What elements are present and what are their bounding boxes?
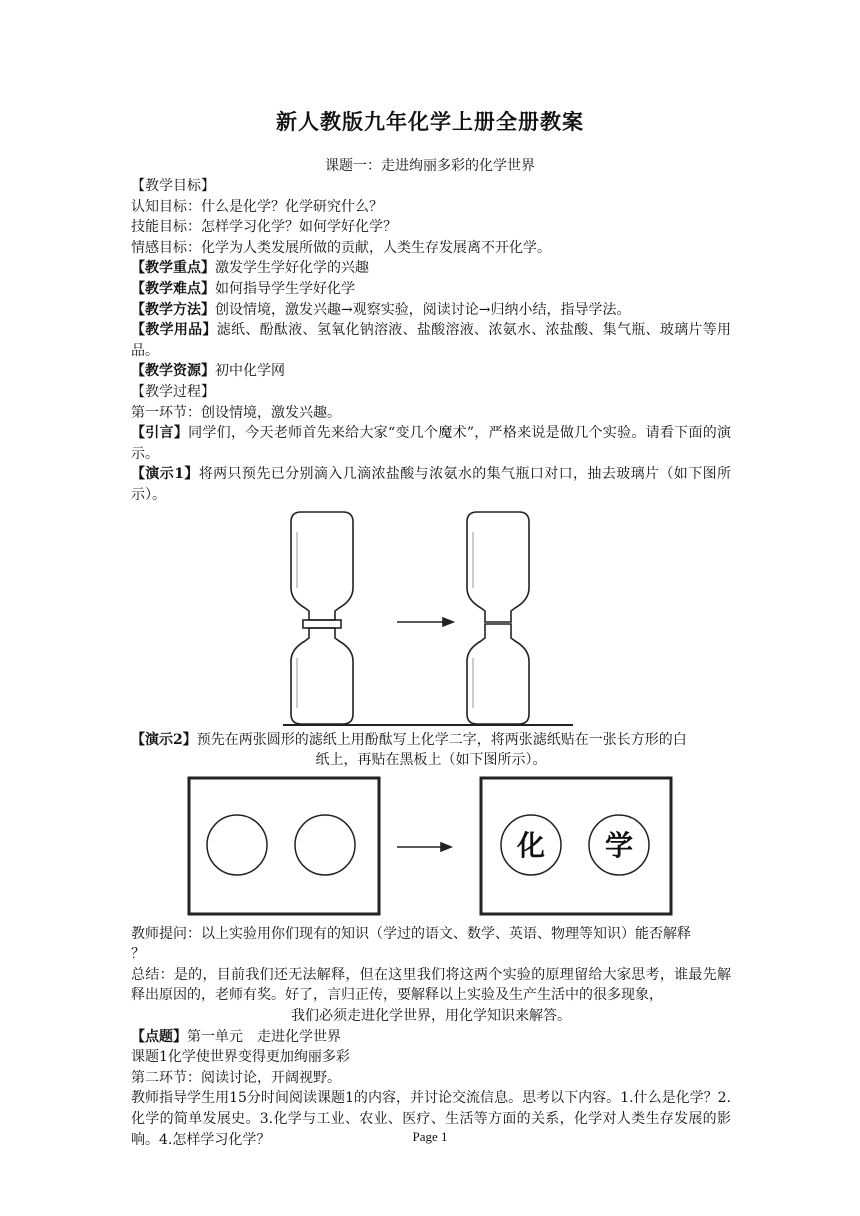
teacher-question: 教师提问：以上实验用你们现有的知识（学过的语文、数学、英语、物理等知识）能否解释 [131,925,691,942]
teaching-resource [131,361,731,382]
demo1-paragraph [131,464,731,505]
demo2-text-b: 纸上，再贴在黑板上（如下图所示）。 [315,752,547,769]
summary-end: 我们必须走进化学世界，用化学知识来解答。 [291,1008,571,1025]
demo2-text-a: 预先在两张圆形的滤纸上用酚酞写上化学二字，将两张滤纸贴在一张长方形的白 [196,731,687,748]
right-arrow-icon [397,618,453,626]
resource-label: 【教学资源】 [131,363,215,380]
goal-emotion: 情感目标：化学为人类发展所做的贡献，人类生存发展离不开化学。 [131,239,551,256]
demo1-label: 【演示1】 [131,466,199,483]
difficulty-label: 【教学难点】 [131,280,215,297]
document-body [131,176,731,1150]
method-text: 创设情境，激发兴趣→观察实验，阅读讨论→归纳小结，指导学法。 [215,301,631,318]
demo2-paragraph [131,730,731,751]
left-glass-plate [303,620,341,628]
goal-skill: 技能目标：怎样学习化学？如何学好化学？ [131,219,397,236]
supplies-label: 【教学用品】 [131,322,217,339]
summary-paragraph: 总结：是的，目前我们还无法解释，但在这里我们将这两个实验的原理留给大家思考，谁最先解释出原因的，老师有奖。好了，言归正传，要解释以上实验及生产生活中的很多现象， [131,966,731,1004]
step-one: 第一环节：创设情境，激发兴趣。 [131,404,341,421]
circle-char-hua: 化 [516,828,546,862]
topic-line [131,1027,731,1048]
gas-bottles-figure [131,508,731,730]
left-blank-circle-1 [207,815,267,875]
left-white-paper [189,778,379,914]
right-white-paper [481,778,671,914]
goals-heading: 【教学目标】 [131,178,215,194]
method-label: 【教学方法】 [131,301,215,318]
intro-label: 【引言】 [131,425,189,442]
intro-paragraph [131,423,731,464]
document-title: 新人教版九年化学上册全册教案 [276,109,584,134]
reading-paragraph: 教师指导学生用15分时间阅读课题1的内容，并讨论交流信息。思考以下内容。1.什么是化学？2.化学的简单发展史。3.化学与工业、农业、医疗、生活等方面的关系，化学对人类生存发展的影响。4.怎样学习化学？ [131,1090,731,1148]
left-blank-circle-2 [295,815,355,875]
teaching-key-point [131,258,731,279]
teacher-question-end: ？ [131,946,145,963]
intro-text: 同学们，今天老师首先来给大家“变几个魔术”，严格来说是做几个实验。请看下面的演示。 [131,425,732,462]
supplies-text: 滤纸、酚酞液、氢氧化钠溶液、盐酸溶液、浓氨水、浓盐酸、集气瓶、玻璃片等用品。 [131,322,732,359]
circle-char-xue: 学 [604,828,634,862]
key-label: 【教学重点】 [131,260,215,277]
teaching-supplies [131,320,731,361]
topic-text: 第一单元 走进化学世界 [187,1028,341,1045]
lesson-one-title: 课题1化学使世界变得更加绚丽多彩 [131,1049,350,1066]
key-text: 激发学生学好化学的兴趣 [215,260,369,277]
teaching-method [131,300,731,321]
topic-label: 【点题】 [131,1028,187,1045]
right-bottom-bottle [467,624,529,724]
page-number: Page 1 [412,1129,448,1144]
lesson-subtitle: 课题一：走进绚丽多彩的化学世界 [325,158,535,174]
filter-paper-figure [131,775,731,918]
goal-cognitive: 认知目标：什么是化学？化学研究什么？ [131,198,383,215]
resource-text: 初中化学网 [215,363,285,380]
teaching-difficulty [131,279,731,300]
left-bottom-bottle [291,628,353,724]
right-arrow-icon [397,843,451,851]
difficulty-text: 如何指导学生学好化学 [215,280,355,297]
step-two: 第二环节：阅读讨论，开阔视野。 [131,1069,341,1086]
right-top-bottle [467,512,529,622]
demo2-label: 【演示2】 [131,731,197,748]
left-top-bottle [291,512,353,620]
process-heading: 【教学过程】 [131,383,215,400]
demo1-text: 将两只预先已分别滴入几滴浓盐酸与浓氨水的集气瓶口对口，抽去玻璃片（如下图所示）。 [131,466,732,503]
